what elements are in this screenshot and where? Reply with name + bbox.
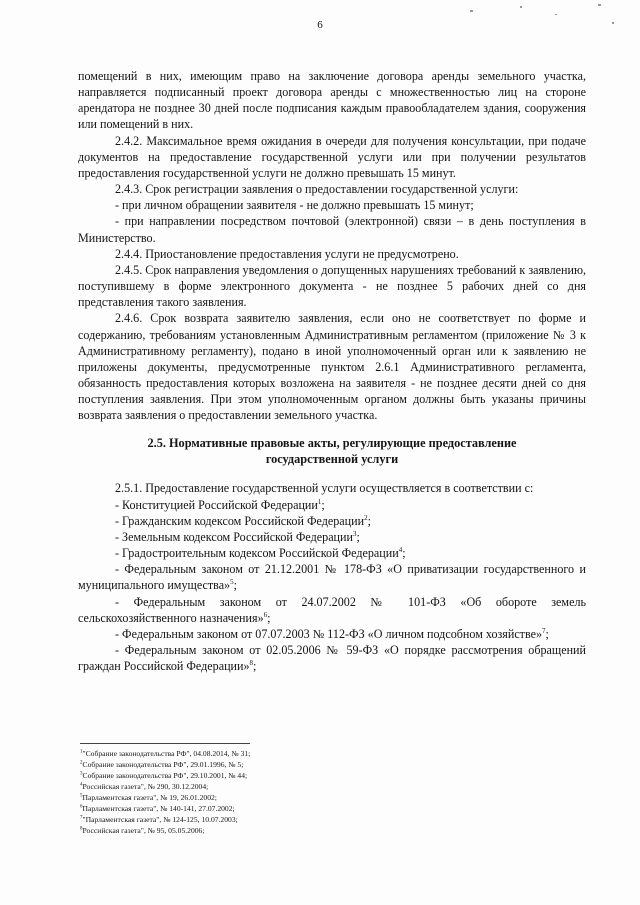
paragraph-continuation: помещений в них, имеющим право на заключение договора аренды земельного участка, направляется подписанный проект договора аренды с множественностью лиц на стороне арендатора не позднее 30 дней после подписания каждым правообладателем здания, сооружения или помещений в них. [78, 69, 586, 132]
footnote-number: 6 [80, 804, 83, 810]
footnote-ref: 3 [352, 529, 357, 538]
law-item [78, 594, 586, 626]
footnote [80, 825, 560, 836]
footnote-text: Собрание законодательства РФ", 29.01.1996, № 5; [82, 760, 244, 770]
section-heading-line1: 2.5. Нормативные правовые акты, регулирующие предоставление [147, 436, 517, 451]
law-item [78, 561, 586, 593]
law-item [78, 626, 586, 642]
scan-speck [520, 6, 522, 8]
footnote-ref: 4 [398, 546, 403, 555]
list-item-postal: - при направлении посредством почтовой (электронной) связи – в день поступления в Министерство. [78, 214, 586, 245]
scan-speck [612, 22, 614, 24]
footnote-text: "Собрание законодательства РФ", 04.08.2014, № 31; [82, 749, 251, 758]
footnote-text: Российская газета", № 290, 30.12.2004; [82, 782, 209, 792]
footnote-ref: 1 [317, 497, 322, 506]
footnote [80, 814, 560, 825]
paragraph-2-4-2: 2.4.2. Максимальное время ожидания в очереди для получения консультации, при подаче документов на предоставление государственной услуги или при получении результатов предоставления государственной услуги не должно превышать 15 минут. [78, 133, 586, 180]
footnote-number: 3 [80, 771, 83, 777]
law-item [78, 513, 586, 529]
footnote [80, 792, 560, 803]
section-heading-line2: государственной услуги [265, 452, 399, 467]
law-item [78, 545, 586, 561]
footnote-number: 4 [80, 782, 83, 788]
footnote [80, 759, 560, 770]
footnote-ref: 5 [230, 578, 234, 587]
footnote-text: Собрание законодательства РФ", 29.10.2001, № 44; [82, 771, 248, 781]
law-item [78, 529, 586, 545]
paragraph-2-4-6: 2.4.6. Срок возврата заявителю заявления, если оно не соответствует по форме и содержанию, требованиям установленным Административным регламентом (приложение № 3 к Административному регламенту), подано в иной уполномоченный орган или к заявлению не приложены документы, предусмотренные пунктом 2.6.1 Административного регламента, обязанность предоставления которых возложена на заявителя - не позднее десяти дней со дня поступления заявления. При этом уполномоченным органом должны быть указаны причины возврата заявления о предоставлении земельного участка. [78, 311, 586, 423]
law-item [78, 497, 586, 513]
law-text: - Гражданским кодексом Российской Федерации [115, 513, 365, 528]
law-text: - Земельным кодексом Российской Федерации [115, 529, 353, 544]
law-text: - Федеральным законом от 07.07.2003 № 112-ФЗ «О личном подсобном хозяйстве» [115, 626, 543, 641]
document-body [78, 68, 586, 674]
page-number: 6 [317, 19, 323, 31]
law-text: - Градостроительным кодексом Российской Федерации [115, 546, 399, 561]
law-text: - Федеральным законом от 24.07.2002 № 101-ФЗ «Об обороте земель сельскохозяйственного назначения» [78, 594, 586, 625]
footnotes [80, 748, 560, 836]
scan-speck [598, 4, 601, 6]
paragraph-2-4-4: 2.4.4. Приостановление предоставления услуги не предусмотрено. [115, 246, 459, 261]
footnote [80, 803, 560, 814]
footnote-number: 5 [80, 793, 83, 799]
footnote-ref: 8 [249, 659, 254, 668]
law-end: ; [545, 626, 549, 641]
law-item [78, 642, 586, 674]
footnote [80, 748, 560, 759]
law-end: ; [402, 546, 406, 561]
footnote-separator [80, 743, 250, 744]
law-end: ; [253, 659, 257, 674]
paragraph-2-4-5: 2.4.5. Срок направления уведомления о допущенных нарушениях требований к заявлению, поступившему в форме электронного документа - не позднее 5 рабочих дней со дня представления такого заявления. [78, 262, 586, 310]
footnote-text: Парламентская газета", № 19, 26.01.2002; [82, 793, 217, 803]
footnote-text: "Парламентская газета", № 124-125, 10.07.2003; [82, 815, 238, 825]
law-end: ; [267, 610, 271, 625]
law-end: ; [356, 529, 360, 544]
footnote-number: 7 [80, 815, 83, 821]
footnote-text: Российская газета", № 95, 05.05.2006; [82, 826, 205, 836]
footnote-number: 1 [80, 749, 83, 755]
law-text: - Федеральным законом от 21.12.2001 № 178-ФЗ «О приватизации государственного и муниципального имущества» [78, 562, 586, 593]
list-item-personal: - при личном обращении заявителя - не должно превышать 15 минут; [115, 198, 474, 213]
scan-speck [470, 10, 473, 12]
footnote-ref: 6 [263, 610, 268, 619]
law-end: ; [233, 578, 237, 593]
footnote [80, 770, 560, 781]
footnote-number: 8 [80, 826, 83, 832]
law-text: - Конституцией Российской Федерации [115, 497, 318, 512]
scan-speck [555, 14, 557, 15]
footnote-ref: 2 [364, 513, 368, 522]
footnote [80, 781, 560, 792]
footnote-number: 2 [80, 760, 83, 766]
footnote-text: Парламентская газета", № 140-141, 27.07.2002; [82, 804, 235, 814]
section-heading [78, 435, 586, 467]
law-text: - Федеральным законом от 02.05.2006 № 59-ФЗ «О порядке рассмотрения обращений граждан Российской Федерации» [78, 643, 586, 674]
paragraph-2-4-3: 2.4.3. Срок регистрации заявления о предоставлении государственной услуги: [115, 182, 519, 197]
paragraph-2-5-1: 2.5.1. Предоставление государственной услуги осуществляется в соответствии с: [115, 481, 534, 496]
footnote-ref: 7 [542, 626, 546, 635]
law-end: ; [321, 497, 325, 512]
law-end: ; [367, 513, 371, 528]
